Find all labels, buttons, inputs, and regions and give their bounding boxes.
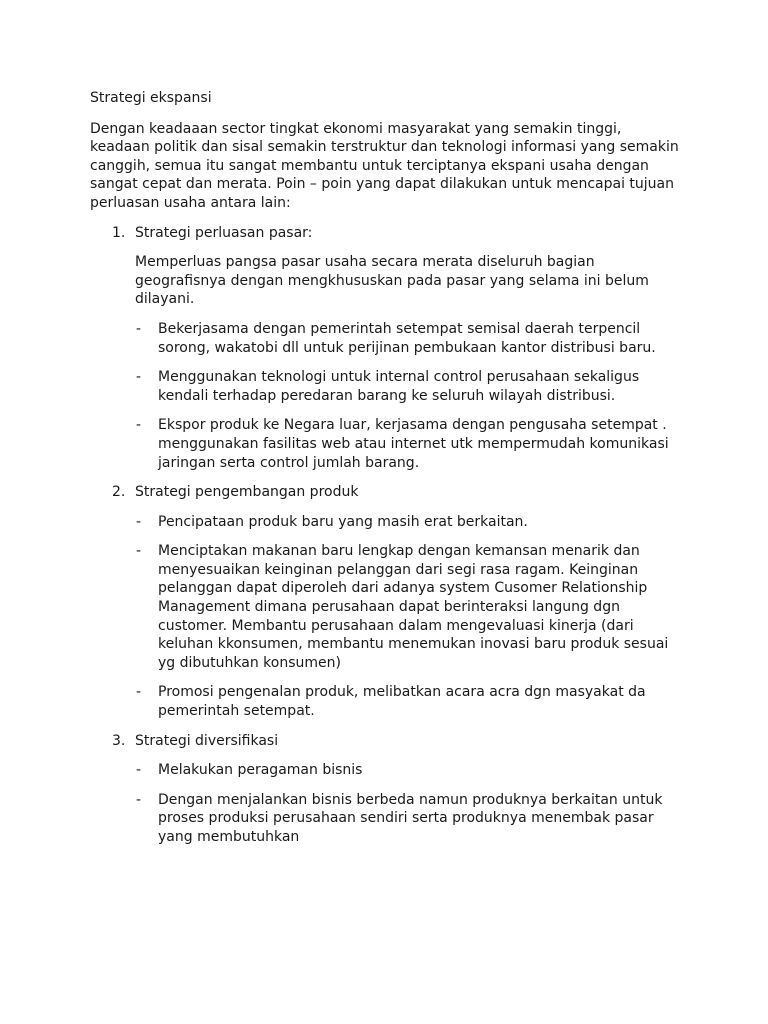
- bullet-item: [90, 683, 680, 720]
- document-title: Strategi ekspansi: [90, 90, 212, 106]
- section-title: Strategi perluasan pasar:: [135, 224, 313, 241]
- bullet-text: Menggunakan teknologi untuk internal control perusahaan sekaligus kendali terhadap peredaran barang ke seluruh wilayah distribusi.: [158, 369, 640, 404]
- section-1: [90, 224, 680, 473]
- bullet-text: Ekspor produk ke Negara luar, kerjasama dengan pengusaha setempat . menggunakan fasilitas web atau internet utk mempermudah komunikasi jaringan serta control jumlah barang.: [158, 417, 669, 471]
- bullet-item: [90, 513, 680, 532]
- section-title: Strategi diversifikasi: [135, 732, 279, 749]
- bullet-list: [90, 761, 680, 846]
- section-title: Strategi pengembangan produk: [135, 484, 359, 501]
- section-description: Memperluas pangsa pasar usaha secara merata diseluruh bagian geografisnya dengan mengkhususkan pada pasar yang selama ini belum dilayani.: [135, 254, 649, 308]
- bullet-item: [90, 791, 680, 847]
- dash-marker: -: [136, 791, 142, 808]
- section-heading: [90, 224, 680, 243]
- intro-paragraph: Dengan keadaaan sector tingkat ekonomi masyarakat yang semakin tinggi, keadaan politik dan sisal semakin terstruktur dan teknologi informasi yang semakin canggih, semua itu sangat membantu untuk terciptanya ekspani usaha dengan sangat cepat dan merata. Poin – poin yang dapat dilakukan untuk mencapai tujuan perluasan usaha antara lain:: [90, 120, 679, 211]
- section-heading: [90, 483, 680, 502]
- dash-marker: -: [136, 417, 142, 434]
- bullet-item: [90, 368, 680, 405]
- dash-marker: -: [136, 762, 142, 779]
- bullet-text: Menciptakan makanan baru lengkap dengan kemansan menarik dan menyesuaikan keinginan pelanggan dari segi rasa ragam. Keinginan pelanggan dapat diperoleh dari adanya system Cusomer Relationship Management dimana perusahaan dapat berinteraksi langung dgn customer. Membantu perusahaan dalam mengevaluasi kinerja (dari keluhan kkonsumen, membantu menemukan inovasi baru produk sesuai yg dibutuhkan konsumen): [158, 543, 669, 671]
- bullet-item: [90, 416, 680, 472]
- bullet-item: [90, 761, 680, 780]
- section-heading: [90, 732, 680, 751]
- bullet-text: Dengan menjalankan bisnis berbeda namun produknya berkaitan untuk proses produksi perusahaan sendiri serta produknya menembak pasar yang membutuhkan: [158, 791, 663, 845]
- section-number: 3.: [112, 732, 126, 749]
- bullet-list: [90, 513, 680, 721]
- bullet-text: Melakukan peragaman bisnis: [158, 762, 363, 779]
- document-body: [90, 89, 680, 858]
- dash-marker: -: [136, 320, 142, 337]
- section-number: 2.: [112, 484, 126, 501]
- dash-marker: -: [136, 684, 142, 701]
- bullet-item: [90, 542, 680, 672]
- bullet-text: Pencipataan produk baru yang masih erat berkaitan.: [158, 513, 528, 530]
- bullet-list: [90, 320, 680, 472]
- section-3: [90, 732, 680, 847]
- bullet-text: Bekerjasama dengan pemerintah setempat semisal daerah terpencil sorong, wakatobi dll untuk perijinan pembukaan kantor distribusi baru.: [158, 320, 656, 356]
- bullet-item: [90, 320, 680, 357]
- dash-marker: -: [136, 369, 142, 386]
- section-number: 1.: [112, 224, 126, 241]
- dash-marker: -: [136, 543, 142, 560]
- dash-marker: -: [136, 513, 142, 530]
- section-2: [90, 483, 680, 721]
- bullet-text: Promosi pengenalan produk, melibatkan acara acra dgn masyakat da pemerintah setempat.: [158, 684, 646, 720]
